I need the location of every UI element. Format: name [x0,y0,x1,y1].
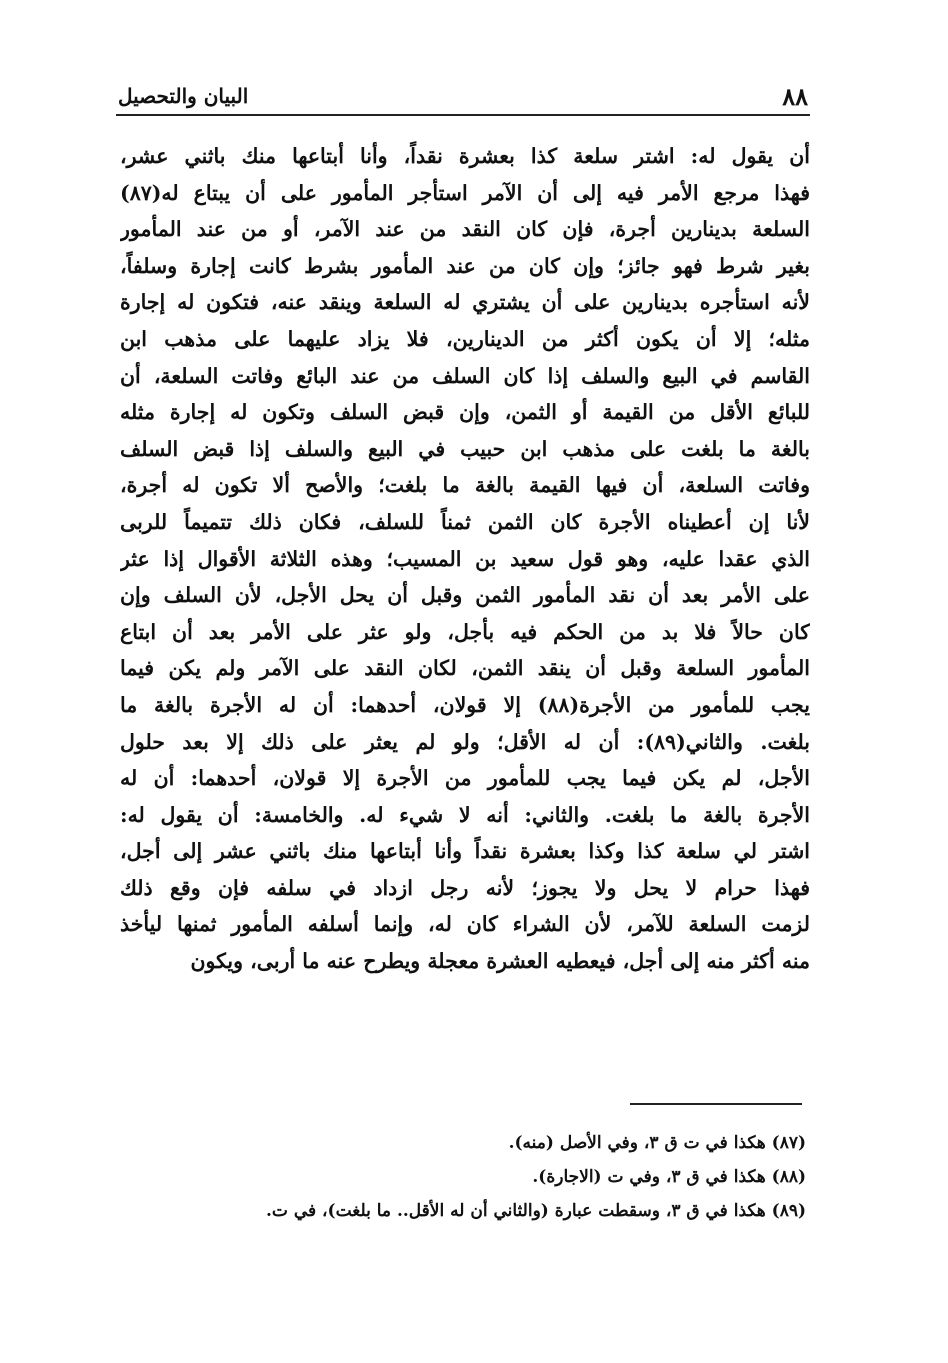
text-line: بالغة ما بلغت على مذهب ابن حبيب في البيع والسلف إذا قبض السلف [120,436,810,461]
footnote-rule [630,1103,802,1105]
text-line: الأجرة بالغة ما بلغت. والثاني: أنه لا شيء له. والخامسة: أن يقول له: [120,802,810,827]
text-line: للبائع الأقل من القيمة أو الثمن، وإن قبض السلف وتكون له إجارة مثله [120,400,810,425]
text-line: القاسم في البيع والسلف إذا كان السلف من عند البائع وفاتت السلعة، أن [120,363,810,388]
header-rule [116,114,810,116]
running-title: البيان والتحصيل [118,84,249,108]
text-line: على الأمر بعد أن نقد المأمور الثمن وقبل أن يحل الأجل، لأن السلف وإن [120,583,810,608]
footnote-87: (٨٧) هكذا في ت ق ٣، وفي الأصل (منه). [508,1133,806,1153]
text-line: بلغت. والثاني(٨٩): أن له الأقل؛ ولو لم يعثر على ذلك إلا بعد حلول [120,729,810,754]
text-line: السلعة بدينارين أجرة، فإن كان النقد من عند الآمر، أو من عند المأمور [120,217,810,242]
text-line: الذي عقدا عليه، وهو قول سعيد بن المسيب؛ وهذه الثلاثة الأقوال إذا عثر [120,546,810,571]
main-text [120,138,810,980]
text-line: كان حالاً فلا بد من الحكم فيه بأجل، ولو عثر على الأمر بعد أن ابتاع [120,619,810,644]
text-line: وفاتت السلعة، أن فيها القيمة بالغة ما بلغت؛ والأصح ألا تكون له أجرة، [120,473,810,498]
text-line: لأنا إن أعطيناه الأجرة كان الثمن ثمناً للسلف، فكان ذلك تتميماً للربى [120,509,810,534]
running-head [118,70,808,110]
text-line: مثله؛ إلا أن يكون أكثر من الدينارين، فلا يزاد عليهما على مذهب ابن [120,326,810,351]
text-line: بغير شرط فهو جائز؛ وإن كان من عند المأمور بشرط كانت إجارة وسلفاً، [120,253,810,278]
text-line: لزمت السلعة للآمر، لأن الشراء كان له، وإنما أسلفه المأمور ثمنها ليأخذ [120,912,810,937]
text-line: المأمور السلعة وقبل أن ينقد الثمن، لكان النقد على الآمر ولم يكن فيما [120,656,810,681]
text-line: الأجل، لم يكن فيما يجب للمأمور من الأجرة إلا قولان، أحدهما: أن له [120,766,810,791]
text-line: اشتر لي سلعة كذا وكذا بعشرة نقداً وأنا أبتاعها منك باثني عشر إلى أجل، [120,839,810,864]
text-line: يجب للمأمور من الأجرة(٨٨) إلا قولان، أحدهما: أن له الأجرة بالغة ما [120,692,810,717]
footnote-88: (٨٨) هكذا في ق ٣، وفي ت (الاجارة). [532,1167,806,1187]
footnote-89: (٨٩) هكذا في ق ٣، وسقطت عبارة (والثاني أن له الأقل.. ما بلغت)، في ت. [266,1201,806,1221]
footnotes [150,1126,806,1228]
text-line: منه أكثر منه إلى أجل، فيعطيه العشرة معجلة ويطرح عنه ما أربى، ويكون [190,949,810,974]
text-line: فهذا مرجع الأمر فيه إلى أن الآمر استأجر المأمور على أن يبتاع له(٨٧) [120,180,810,205]
text-line: فهذا حرام لا يحل ولا يجوز؛ لأنه رجل ازداد في سلفه فإن وقع ذلك [120,875,810,900]
page-number: ٨٨ [782,82,808,111]
text-line: لأنه استأجره بدينارين على أن يشتري له السلعة وينقد عنه، فتكون له إجارة [120,290,810,315]
text-line: أن يقول له: اشتر سلعة كذا بعشرة نقداً، وأنا أبتاعها منك باثني عشر، [120,144,810,168]
